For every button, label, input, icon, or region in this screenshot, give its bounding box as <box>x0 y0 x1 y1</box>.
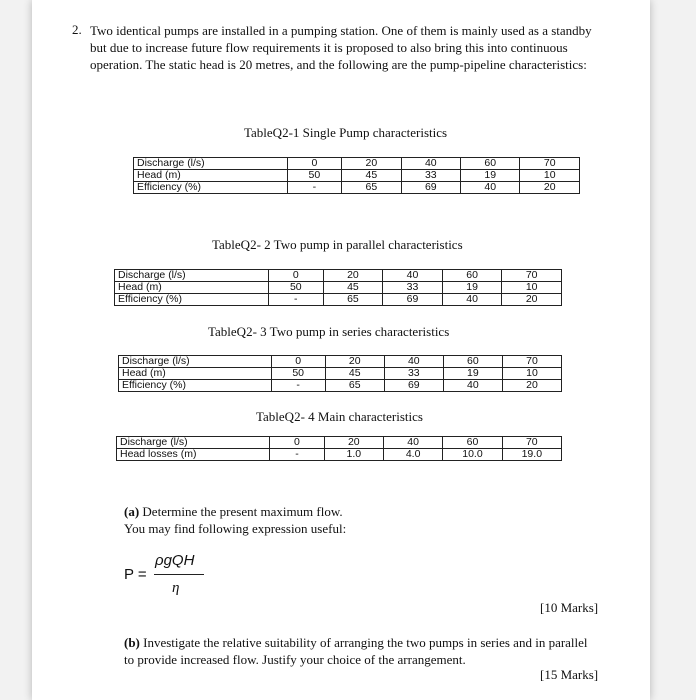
part-b-question <box>124 634 594 668</box>
table-row <box>115 282 562 294</box>
table-row <box>115 294 562 306</box>
table-cell: 60 <box>443 437 502 449</box>
table-row <box>134 170 580 182</box>
part-a-marks: [10 Marks] <box>540 600 599 615</box>
table-cell: 0 <box>270 437 324 449</box>
single-pump-table <box>133 157 580 194</box>
table-cell: 40 <box>383 437 442 449</box>
part-b-label: (b) <box>124 635 140 650</box>
table-cell: 65 <box>342 182 401 194</box>
part-b-marks: [15 Marks] <box>540 667 599 682</box>
part-a-label: (a) <box>124 504 140 519</box>
table-cell: 4.0 <box>383 449 442 461</box>
table-cell: 20 <box>342 158 401 170</box>
row-label: Head (m) <box>119 368 272 380</box>
question-page <box>32 0 650 700</box>
table-row <box>119 368 562 380</box>
table-cell: 10 <box>502 368 561 380</box>
question-intro: Two identical pumps are installed in a pumping station. One of them is mainly used as a standby but due to increase future flow requirements it is proposed to also bring this into continuous operation. The static head is 20 metres, and the following are the pump-pipeline characteristics: <box>90 23 592 72</box>
table-cell: 65 <box>323 294 383 306</box>
main-characteristics-table <box>116 436 562 461</box>
table-cell: 20 <box>502 380 561 392</box>
table-cell: - <box>287 182 342 194</box>
table-cell: 20 <box>520 182 580 194</box>
table-cell: 40 <box>383 270 443 282</box>
table-cell: 45 <box>325 368 384 380</box>
row-label: Discharge (l/s) <box>119 356 272 368</box>
table-cell: 40 <box>443 380 502 392</box>
table-cell: 45 <box>342 170 401 182</box>
table-cell: 20 <box>324 437 383 449</box>
table-row <box>117 449 562 461</box>
part-a-hint: You may find following expression useful: <box>124 521 347 536</box>
table-row <box>119 356 562 368</box>
row-label: Efficiency (%) <box>115 294 269 306</box>
row-label: Efficiency (%) <box>134 182 288 194</box>
table-row <box>134 182 580 194</box>
table-cell: 10 <box>520 170 580 182</box>
row-label: Head (m) <box>115 282 269 294</box>
table-cell: 19.0 <box>502 449 561 461</box>
table-cell: 0 <box>268 270 323 282</box>
row-label: Discharge (l/s) <box>117 437 270 449</box>
fraction-bar <box>154 574 204 575</box>
table-cell: 33 <box>384 368 443 380</box>
table-cell: - <box>268 294 323 306</box>
table-cell: 40 <box>401 158 460 170</box>
formula-lhs: P = <box>124 566 147 583</box>
table-cell: 20 <box>323 270 383 282</box>
part-a-text: Determine the present maximum flow. <box>142 504 343 519</box>
table-cell: 0 <box>287 158 342 170</box>
row-label: Discharge (l/s) <box>115 270 269 282</box>
table-cell: 20 <box>325 356 384 368</box>
table-cell: 69 <box>384 380 443 392</box>
table-cell: 19 <box>461 170 520 182</box>
table-row <box>119 380 562 392</box>
table-cell: 0 <box>271 356 325 368</box>
row-label: Efficiency (%) <box>119 380 272 392</box>
part-a-question <box>124 503 343 520</box>
table-cell: 69 <box>401 182 460 194</box>
row-label: Head (m) <box>134 170 288 182</box>
table-cell: 70 <box>502 437 561 449</box>
table-cell: 50 <box>271 368 325 380</box>
table-cell: 65 <box>325 380 384 392</box>
row-label: Discharge (l/s) <box>134 158 288 170</box>
table-cell: 1.0 <box>324 449 383 461</box>
table-cell: 19 <box>443 368 502 380</box>
formula-numerator: ρgQH <box>155 552 195 569</box>
table-cell: 50 <box>287 170 342 182</box>
table-cell: - <box>270 449 324 461</box>
question-number: 2. <box>72 22 82 37</box>
table-cell: 19 <box>442 282 502 294</box>
table-cell: 33 <box>401 170 460 182</box>
table-cell: 40 <box>384 356 443 368</box>
table-cell: 10 <box>502 282 562 294</box>
table2-caption: TableQ2- 2 Two pump in parallel characteristics <box>212 237 463 252</box>
table-cell: 20 <box>502 294 562 306</box>
table-cell: 70 <box>502 356 561 368</box>
table-cell: 50 <box>268 282 323 294</box>
table3-caption: TableQ2- 3 Two pump in series characteristics <box>208 324 450 339</box>
table-row <box>115 270 562 282</box>
table-cell: 69 <box>383 294 443 306</box>
row-label: Head losses (m) <box>117 449 270 461</box>
formula-denominator: η <box>172 580 180 596</box>
table-cell: 70 <box>520 158 580 170</box>
table-cell: 60 <box>443 356 502 368</box>
table-cell: - <box>271 380 325 392</box>
series-pump-table <box>118 355 562 392</box>
table-cell: 45 <box>323 282 383 294</box>
table-cell: 40 <box>461 182 520 194</box>
table-cell: 60 <box>461 158 520 170</box>
table-cell: 40 <box>442 294 502 306</box>
table-row <box>134 158 580 170</box>
table1-caption: TableQ2-1 Single Pump characteristics <box>244 125 448 140</box>
table-cell: 70 <box>502 270 562 282</box>
table-row <box>117 437 562 449</box>
table4-caption: TableQ2- 4 Main characteristics <box>256 409 423 424</box>
table-cell: 33 <box>383 282 443 294</box>
parallel-pump-table <box>114 269 562 306</box>
table-cell: 10.0 <box>443 449 502 461</box>
table-cell: 60 <box>442 270 502 282</box>
part-b-text: Investigate the relative suitability of arranging the two pumps in series and in parallel to provide increased flow. Justify your choice of the arrangement. <box>124 635 588 667</box>
